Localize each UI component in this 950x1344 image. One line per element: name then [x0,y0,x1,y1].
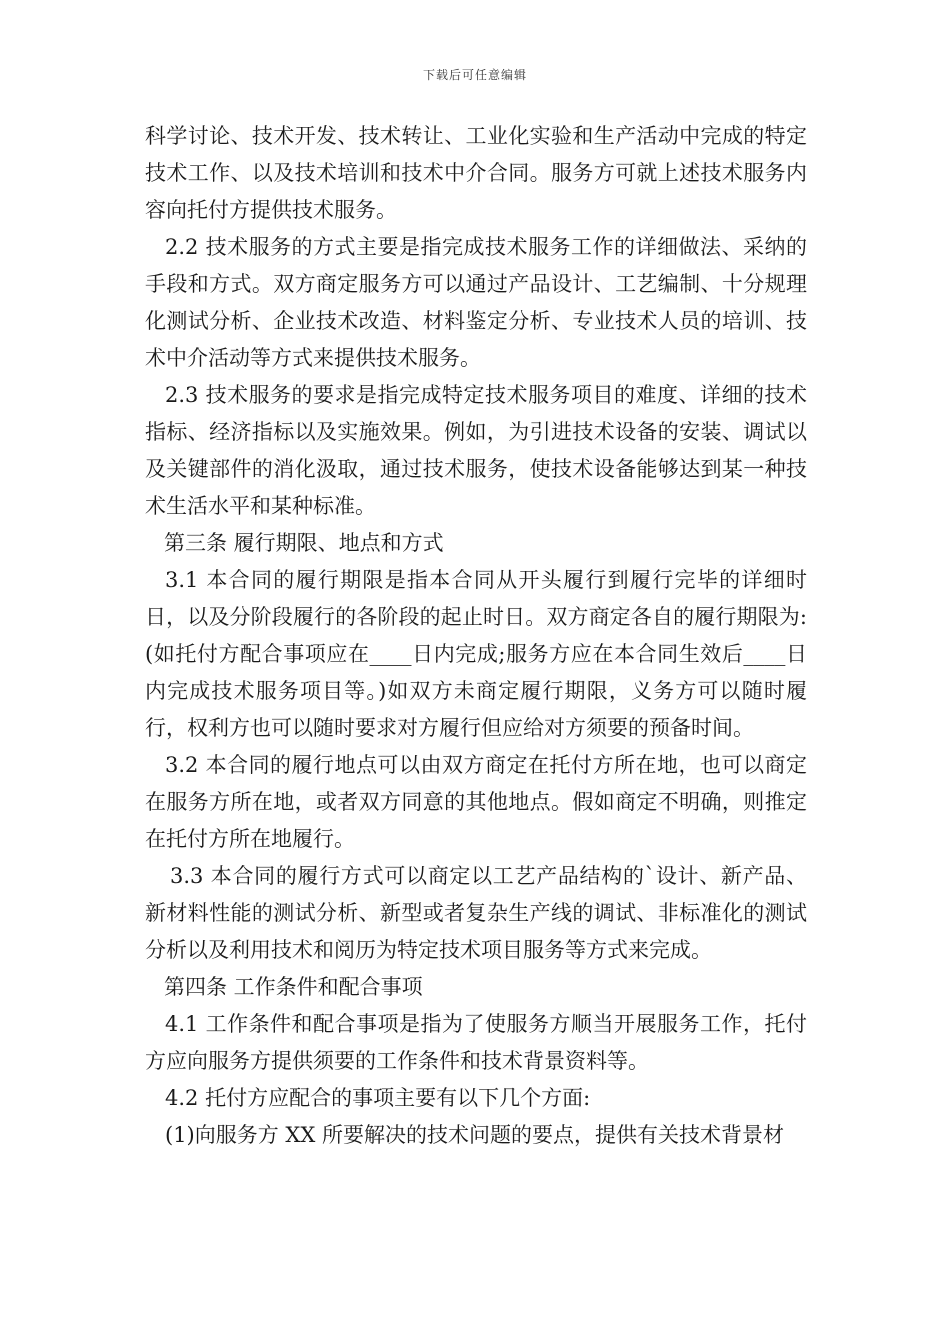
paragraph-item-1: (1)向服务方 XX 所要解决的技术问题的要点，提供有关技术背景材 [165,1123,784,1147]
page-header: 下载后可任意编辑 [422,68,527,82]
paragraph-4-1: 4.1 工作条件和配合事项是指为了使服务方顺当开展服务工作，托付方应向服务方提供须要的工作条件和技术背景资料等。 [145,1012,807,1073]
section-heading-article-3: 第三条 履行期限、地点和方式 [164,531,444,555]
paragraph-3-2: 3.2 本合同的履行地点可以由双方商定在托付方所在地，也可以商定在服务方所在地，或者双方同意的其他地点。假如商定不明确，则推定在托付方所在地履行。 [145,753,807,851]
document-body [145,118,807,1154]
paragraph-2-3: 2.3 技术服务的要求是指完成特定技术服务项目的难度、详细的技术指标、经济指标以及实施效果。例如，为引进技术设备的安装、调试以及关键部件的消化汲取，通过技术服务，使技术设备能够达到某一种技术生活水平和某种标准。 [145,383,807,518]
paragraph-3-1: 3.1 本合同的履行期限是指本合同从开头履行到履行完毕的详细时日，以及分阶段履行的各阶段的起止时日。双方商定各自的履行期限为:(如托付方配合事项应在____日内完成;服务方应在本合同生效后____日内完成技术服务项目等。)如双方未商定履行期限，义务方可以随时履行，权利方也可以随时要求对方履行但应给对方须要的预备时间。 [145,568,808,740]
paragraph-4-2: 4.2 托付方应配合的事项主要有以下几个方面: [165,1086,591,1110]
section-heading-article-4: 第四条 工作条件和配合事项 [164,975,423,999]
paragraph-3-3: 3.3 本合同的履行方式可以商定以工艺产品结构的`设计、新产品、新材料性能的测试分析、新型或者复杂生产线的调试、非标准化的测试分析以及利用技术和阅历为特定技术项目服务等方式来完成。 [145,864,807,962]
paragraph-service-scope: 科学讨论、技术开发、技术转让、工业化实验和生产活动中完成的特定技术工作、以及技术培训和技术中介合同。服务方可就上述技术服务内容向托付方提供技术服务。 [145,124,807,222]
paragraph-2-2: 2.2 技术服务的方式主要是指完成技术服务工作的详细做法、采纳的手段和方式。双方商定服务方可以通过产品设计、工艺编制、十分规理化测试分析、企业技术改造、材料鉴定分析、专业技术人员的培训、技术中介活动等方式来提供技术服务。 [145,235,807,370]
